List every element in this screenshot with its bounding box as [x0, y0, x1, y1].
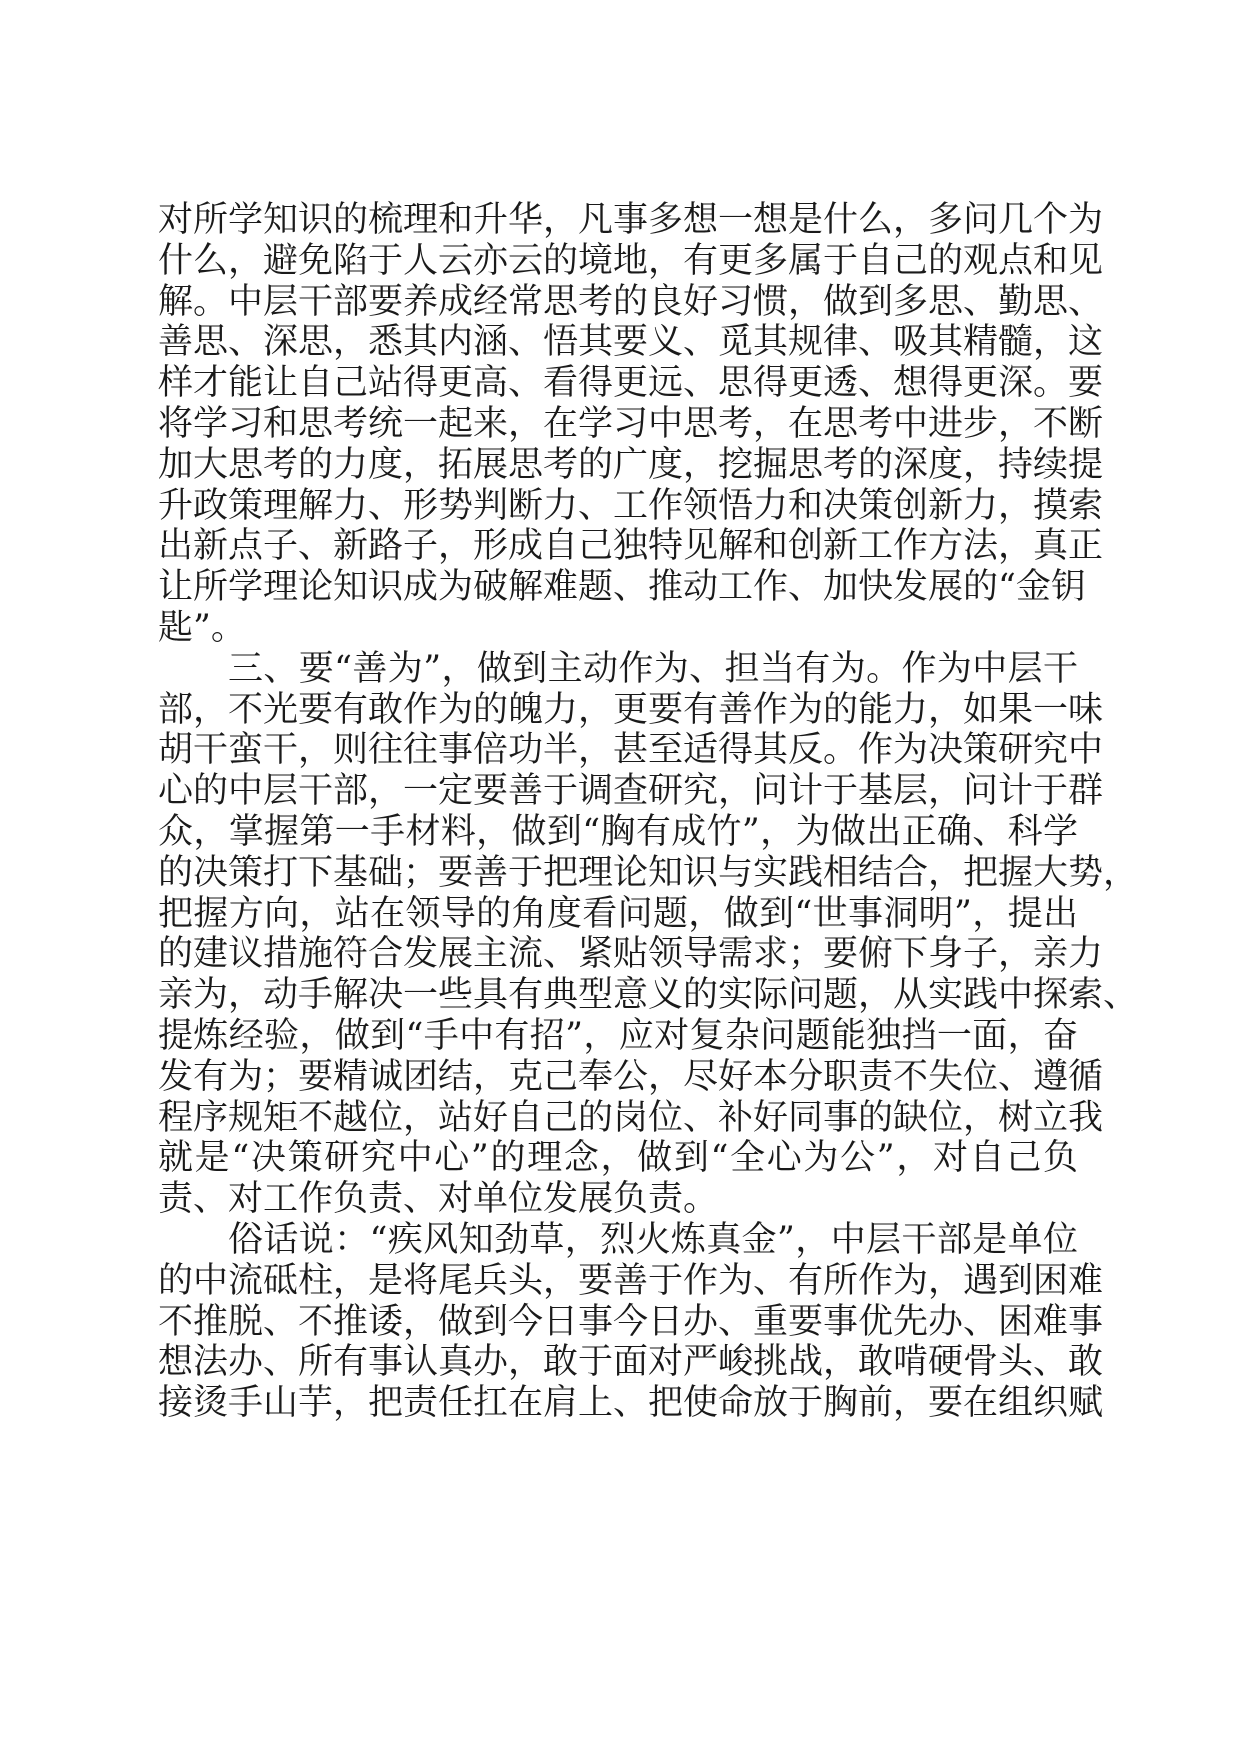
- text-line: 将学习和思考统一起来，在学习中思考，在思考中进步，不断: [158, 403, 1104, 444]
- text-line: 解。中层干部要养成经常思考的良好习惯，做到多思、勤思、: [158, 281, 1104, 322]
- text-line: 善思、深思，悉其内涵、悟其要义、觅其规律、吸其精髓，这: [158, 322, 1104, 363]
- text-line: 什么，避免陷于人云亦云的境地，有更多属于自己的观点和见: [158, 240, 1104, 281]
- text-line: 样才能让自己站得更高、看得更远、思得更透、想得更深。要: [158, 363, 1104, 404]
- text-line: 胡干蛮干，则往往事倍功半，甚至适得其反。作为决策研究中: [158, 730, 1104, 771]
- paragraph-start-line: 俗话说：“疾风知劲草，烈火炼真金”，中层干部是单位: [228, 1219, 1078, 1260]
- text-line: 提炼经验，做到“手中有招”，应对复杂问题能独挡一面，奋: [158, 1015, 1078, 1056]
- text-line: 心的中层干部，一定要善于调查研究，问计于基层，问计于群: [158, 771, 1104, 812]
- text-line: 程序规矩不越位，站好自己的岗位、补好同事的缺位，树立我: [158, 1097, 1104, 1138]
- text-line: 对所学知识的梳理和升华，凡事多想一想是什么，多问几个为: [158, 200, 1104, 240]
- text-line: 不推脱、不推诿，做到今日事今日办、重要事优先办、困难事: [158, 1301, 1104, 1342]
- text-line: 升政策理解力、形势判断力、工作领悟力和决策创新力，摸索: [158, 485, 1104, 526]
- text-line: 的建议措施符合发展主流、紧贴领导需求；要俯下身子，亲力: [158, 934, 1104, 975]
- text-line: 让所学理论知识成为破解难题、推动工作、加快发展的“金钥: [158, 567, 1086, 608]
- text-line: 出新点子、新路子，形成自己独特见解和创新工作方法，真正: [158, 526, 1104, 567]
- text-line: 接烫手山芋，把责任扛在肩上、把使命放于胸前，要在组织赋: [158, 1383, 1104, 1424]
- text-line: 加大思考的力度，拓展思考的广度，挖掘思考的深度，持续提: [158, 444, 1104, 485]
- text-line: 就是“决策研究中心”的理念，做到“全心为公”，对自己负: [158, 1138, 1078, 1179]
- text-line: 把握方向，站在领导的角度看问题，做到“世事洞明”，提出: [158, 893, 1078, 934]
- paragraph-end-line: 责、对工作负责、对单位发展负责。: [158, 1179, 719, 1220]
- paragraph-end-line: 匙”。: [158, 607, 246, 648]
- text-line: 的决策打下基础；要善于把理论知识与实践相结合，把握大势，: [158, 852, 1139, 893]
- text-line: 部，不光要有敢作为的魄力，更要有善作为的能力，如果一味: [158, 689, 1104, 730]
- body-text: [158, 200, 1139, 1424]
- text-line: 想法办、所有事认真办，敢于面对严峻挑战，敢啃硬骨头、敢: [158, 1342, 1104, 1383]
- text-line: 众，掌握第一手材料，做到“胸有成竹”，为做出正确、科学: [158, 811, 1078, 852]
- text-line: 亲为，动手解决一些具有典型意义的实际问题，从实践中探索、: [158, 975, 1139, 1016]
- text-line: 发有为；要精诚团结，克己奉公，尽好本分职责不失位、遵循: [158, 1056, 1104, 1097]
- section-heading-line: 三、要“善为”，做到主动作为、担当有为。作为中层干: [228, 648, 1078, 689]
- text-line: 的中流砥柱，是将尾兵头，要善于作为、有所作为，遇到困难: [158, 1260, 1104, 1301]
